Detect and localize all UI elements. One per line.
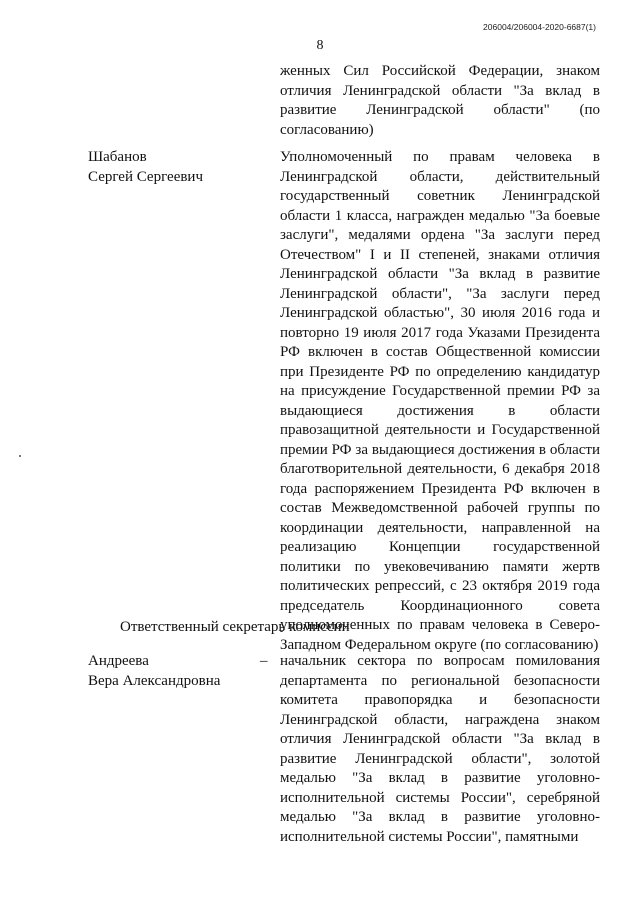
member-surname: Андреева [88,653,149,669]
document-code: 206004/206004-2020-6687(1) [483,22,596,32]
member-description: начальник сектора по вопросам помилования департамента по региональной безопасности комитета правопорядка и безопасности Ленинградской области, награждена знаком отличия Ленинградской области "За вклад в развитие Ленинградской области", золотой медалью "За вклад в развитие уголовно-исполнительной системы России", серебряной медалью "За вклад в развитие уголовно-исполнительной системы России", памятными [280,653,600,845]
scan-artifact [19,455,21,457]
member-given-names: Сергей Сергеевич [88,168,204,185]
section-title: Ответственный секретарь комиссии [120,619,350,635]
page-number: 8 [316,38,324,53]
member-description: женных Сил Российской Федерации, знаком отличия Ленинградской области "За вклад в развитие Ленинградской области" (по согласованию) [280,63,600,138]
member-given-names: Вера Александровна [88,672,221,689]
entry-dash: – [260,653,268,669]
member-name [88,148,258,187]
member-surname: Шабанов [88,149,147,165]
member-description: Уполномоченный по правам человека в Ленинградской области, действительный государственный советник Ленинградской области 1 класса, награжден медалью "За боевые заслуги", медалями ордена "За заслуги перед Отечеством" I и II степеней, знаками отличия Ленинградской области "За вклад в развитие Ленинградской области", "За заслуги перед Ленинградской областью", 30 июля 2016 года и повторно 19 июля 2017 года Указами Президента РФ включен в состав Общественной комиссии при Президенте РФ по определению кандидатур на присуждение Государственной премии РФ за выдающиеся достижения в области правозащитной деятельности и Государственной премии РФ за выдающиеся достижения в области благотворительной деятельности, 6 декабря 2018 года распоряжением Президента РФ включен в состав Межведомственной рабочей группы по координации деятельности, направленной на реализацию Концепции государственной политики по увековечиванию памяти жертв политических репрессий, с 23 октября 2019 года председатель Координационного совета уполномоченных по правам человека в Северо-Западном Федеральном округе (по согласованию) [280,149,600,653]
member-name [88,652,258,691]
